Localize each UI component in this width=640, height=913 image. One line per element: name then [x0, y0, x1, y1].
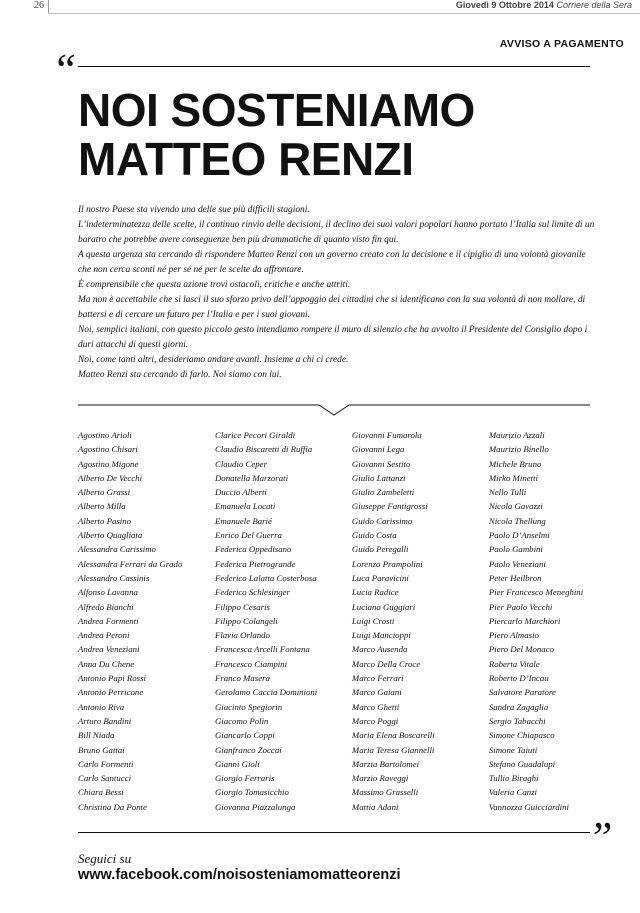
- signatory-name: Marco Ausenda: [351, 644, 408, 655]
- signatory-name: Giovanni Sestito: [351, 458, 411, 469]
- names-column-2: [215, 428, 352, 814]
- opening-quote-mark: “: [52, 45, 77, 94]
- signatory-name: Peter Heilbron: [488, 572, 542, 583]
- signatory-name: Roberto D’Incau: [488, 673, 549, 684]
- signatory-name: Filippo Cesaris: [214, 601, 270, 612]
- signatory-name: Salvatore Paratore: [488, 687, 556, 698]
- chevron-divider: [78, 396, 590, 416]
- signatory-name: Andrea Peroni: [78, 630, 130, 641]
- names-column-1: [78, 428, 215, 814]
- signatory-name: Guido Carissimo: [351, 515, 413, 526]
- signatory-name: Claudio Biscaretti di Ruffia: [214, 444, 313, 455]
- signatory-name: Agostino Chisari: [78, 444, 138, 455]
- intro-paragraph: A questa urgenza sta cercando di rispondere Matteo Renzi con un governo creato con la decisione e il cipiglio di una volontà giovanile che non cerca sconti né per sé né per le scelte da affrontare.: [78, 250, 586, 275]
- signatory-name: Giorgio Tomasicchio: [214, 787, 289, 798]
- signatory-name: Alessandra Carissimo: [78, 544, 156, 555]
- signatory-name: Giuseppe Fantigrossi: [351, 501, 428, 512]
- signatory-name: Lorenzo Prampolini: [351, 558, 423, 569]
- intro-paragraph: Noi, semplici italiani, con questo piccolo gesto intendiamo rompere il muro di silenzio che ha avvolto il Presidente del Consiglio dopo i duri attacchi di questi giorni.: [78, 325, 588, 350]
- signatory-name: Gianfranco Zoccai: [214, 744, 282, 755]
- signatory-name: Paolo Veneziani: [488, 558, 546, 569]
- signatory-name: Marco Poggi: [351, 715, 399, 726]
- signatory-name: Carlo Formenti: [78, 758, 134, 769]
- signatory-name: Alberto Quagliata: [78, 530, 143, 541]
- intro-paragraph: Matteo Renzi sta cercando di farlo. Noi siamo con lui.: [78, 370, 282, 380]
- signatory-name: Sergio Tabacchi: [488, 715, 546, 726]
- signatory-name: Giulio Lattanzi: [351, 472, 406, 483]
- newspaper-header: [0, 0, 640, 14]
- signatory-name: Guido Costa: [351, 530, 397, 541]
- signatory-name: Guido Peregalli: [351, 544, 409, 555]
- signatory-name: Agostino Arioli: [78, 430, 132, 440]
- signatory-name: Clarice Pecori Giraldi: [214, 430, 296, 440]
- intro-paragraph: L’indeterminatezza delle scelte, il continuo rinvio delle decisioni, il declino dei suoi valori popolari hanno portato l’Italia sul limite di un baratro che potrebbe avere conseguenze ben più drammatiche di quanto visto fin qui.: [78, 220, 595, 245]
- paid-ad-label: AVVISO A PAGAMENTO: [499, 38, 624, 50]
- signatory-name: Emanuele Barié: [214, 515, 272, 526]
- signatory-name: Tullio Biraghi: [488, 773, 539, 784]
- signatory-name: Andrea Veneziani: [78, 644, 140, 655]
- intro-text: [78, 203, 598, 383]
- signatory-name: Alessandro Cassinis: [78, 572, 150, 583]
- signatory-name: Christina Da Ponte: [78, 801, 147, 812]
- names-column-4: [489, 428, 598, 814]
- signatory-name: Maurizio Azzali: [488, 430, 545, 440]
- signatory-name: Duccio Alberti: [214, 487, 267, 498]
- facebook-url[interactable]: www.facebook.com/noisosteniamomatteorenzi: [78, 867, 401, 883]
- signatory-name: Antonio Papi Rossi: [78, 673, 146, 684]
- headline-line-1: NOI SOSTENIAMO: [78, 84, 475, 136]
- signatory-name: Simone Taiuti: [488, 744, 538, 755]
- signatory-name: Donatella Marzorati: [214, 472, 289, 483]
- bottom-rule-thin: [198, 832, 590, 833]
- signatory-name: Marco Ferrari: [351, 673, 404, 684]
- signatory-name: Piercarlo Marchiori: [488, 615, 561, 626]
- signatory-name: Paolo D’Anselmi: [488, 530, 550, 541]
- signatory-name: Marco Gaiani: [351, 687, 402, 698]
- signatories-list: [78, 428, 598, 814]
- signatory-name: Flavia Orlando: [214, 630, 270, 641]
- signatory-name: Lucia Radice: [351, 587, 399, 598]
- signatory-name: Franco Masera: [214, 673, 270, 684]
- signatory-name: Mattia Adani: [351, 801, 399, 812]
- signatory-name: Giovanni Fumarola: [351, 430, 422, 440]
- signatory-name: Valeria Canzi: [488, 787, 538, 798]
- signatory-name: Simone Chiapasco: [488, 730, 555, 741]
- signatory-name: Giovanna Piazzalunga: [214, 801, 296, 812]
- signatory-name: Marzia Bartolomei: [351, 758, 420, 769]
- intro-paragraph: Noi, come tanti altri, desideriamo andare avanti. Insieme a chi ci crede.: [78, 355, 349, 365]
- signatory-name: Piero Del Monaco: [488, 644, 555, 655]
- signatory-name: Carlo Santucci: [78, 773, 132, 784]
- signatory-name: Chiara Bessi: [78, 787, 124, 798]
- signatory-name: Maria Elena Boscarelli: [351, 730, 435, 741]
- signatory-name: Claudio Ceper: [214, 458, 267, 469]
- signatory-name: Giulio Zambeletti: [351, 487, 415, 498]
- signatory-name: Filippo Colangeli: [214, 615, 278, 626]
- signatory-name: Giorgio Ferraris: [214, 773, 275, 784]
- names-column-3: [352, 428, 489, 814]
- signatory-name: Alberto Milla: [78, 501, 126, 512]
- signatory-name: Federica Oppedisano: [214, 544, 292, 555]
- signatory-name: Alberto Pasino: [78, 515, 132, 526]
- signatory-name: Marco Della Croce: [351, 658, 421, 669]
- signatory-name: Alberto Grassi: [78, 487, 131, 498]
- signatory-name: Gianni Gioli: [214, 758, 260, 769]
- signatory-name: Pier Paolo Vecchi: [488, 601, 553, 612]
- signatory-name: Andrea Formenti: [78, 615, 139, 626]
- signatory-name: Marco Ghetti: [351, 701, 400, 712]
- signatory-name: Luca Paravicini: [351, 572, 409, 583]
- issue-date: Giovedì 9 Ottobre 2014: [455, 0, 554, 10]
- signatory-name: Alessandra Ferrari da Grado: [78, 558, 183, 569]
- intro-paragraph: È comprensibile che questa azione trovi ostacoli, critiche e anche attriti.: [78, 280, 351, 290]
- signatory-name: Antonio Riva: [78, 701, 125, 712]
- signatory-name: Luigi Mancioppi: [351, 630, 411, 641]
- signatory-name: Alfonso Lavanna: [78, 587, 138, 598]
- signatory-name: Anna Du Chene: [78, 658, 135, 669]
- headline-line-2: MATTEO RENZI: [78, 133, 414, 185]
- signatory-name: Bruno Gattai: [78, 744, 125, 755]
- signatory-name: Alberto De Vecchi: [78, 472, 142, 483]
- signatory-name: Giacinto Spegiorin: [214, 701, 283, 712]
- signatory-name: Giacomo Polin: [214, 715, 269, 726]
- header-divider: [48, 0, 49, 14]
- signatory-name: Francesca Arcelli Fontana: [214, 644, 310, 655]
- signatory-name: Maurizio Binello: [488, 444, 549, 455]
- signatory-name: Sandra Zagaglia: [488, 701, 549, 712]
- signatory-name: Bill Niada: [78, 730, 115, 741]
- headline: [78, 86, 618, 184]
- signatory-name: Luciano Guggiari: [351, 601, 416, 612]
- top-rule: [78, 66, 590, 67]
- signatory-name: Michele Bruno: [488, 458, 542, 469]
- signatory-name: Alfredo Bianchi: [78, 601, 134, 612]
- follow-us-label: Seguici su: [78, 851, 132, 866]
- signatory-name: Nicola Thellung: [488, 515, 546, 526]
- signatory-name: Antonio Perricone: [78, 687, 144, 698]
- signatory-name: Stefano Guadalupi: [488, 758, 556, 769]
- signatory-name: Luigi Crosti: [351, 615, 395, 626]
- signatory-name: Paolo Gambini: [488, 544, 543, 555]
- newspaper-dateline: [456, 0, 632, 10]
- signatory-name: Emanuela Locati: [214, 501, 276, 512]
- signatory-name: Francesco Ciampini: [214, 658, 288, 669]
- closing-quote-mark: ”: [588, 813, 613, 862]
- signatory-name: Giovanni Lega: [351, 444, 405, 455]
- bottom-rule: [78, 832, 198, 833]
- signatory-name: Agostino Migone: [78, 458, 139, 469]
- signatory-name: Federica Pietrogrande: [214, 558, 296, 569]
- intro-paragraph: Il nostro Paese sta vivendo una delle sue più difficili stagioni.: [78, 205, 310, 215]
- signatory-name: Massimo Grasselli: [351, 787, 419, 798]
- signatory-name: Nicola Gavazzi: [488, 501, 543, 512]
- signatory-name: Nello Tulli: [488, 487, 527, 498]
- newspaper-name: Corriere della Sera: [556, 0, 632, 10]
- signatory-name: Vannozza Guicciardini: [488, 801, 569, 812]
- signatory-name: Mirko Minetti: [488, 472, 538, 483]
- signatory-name: Gerolamo Caccia Dominioni: [214, 687, 318, 698]
- signatory-name: Federico Schlesinger: [214, 587, 290, 598]
- signatory-name: Pier Francesco Meneghini: [488, 587, 584, 598]
- signatory-name: Arturo Bandini: [78, 715, 132, 726]
- header-rule: [48, 13, 640, 14]
- signatory-name: Marzio Raveggi: [351, 773, 409, 784]
- signatory-name: Roberta Vitale: [488, 658, 540, 669]
- signatory-name: Maria Teresa Giannelli: [351, 744, 435, 755]
- page-number: 26: [34, 0, 44, 11]
- signatory-name: Federico Lalatta Costerbosa: [214, 572, 317, 583]
- intro-paragraph: Ma non è accettabile che si lasci il suo sforzo privo dell’appoggio dei cittadini che si identificano con la sua volontà di non mollare, di battersi e di cercare un futuro per l’Italia e per i suoi giovani.: [78, 295, 586, 320]
- signatory-name: Enrico Del Guerra: [214, 530, 282, 541]
- signatory-name: Giancarlo Coppi: [214, 730, 275, 741]
- signatory-name: Piero Almasio: [488, 630, 539, 641]
